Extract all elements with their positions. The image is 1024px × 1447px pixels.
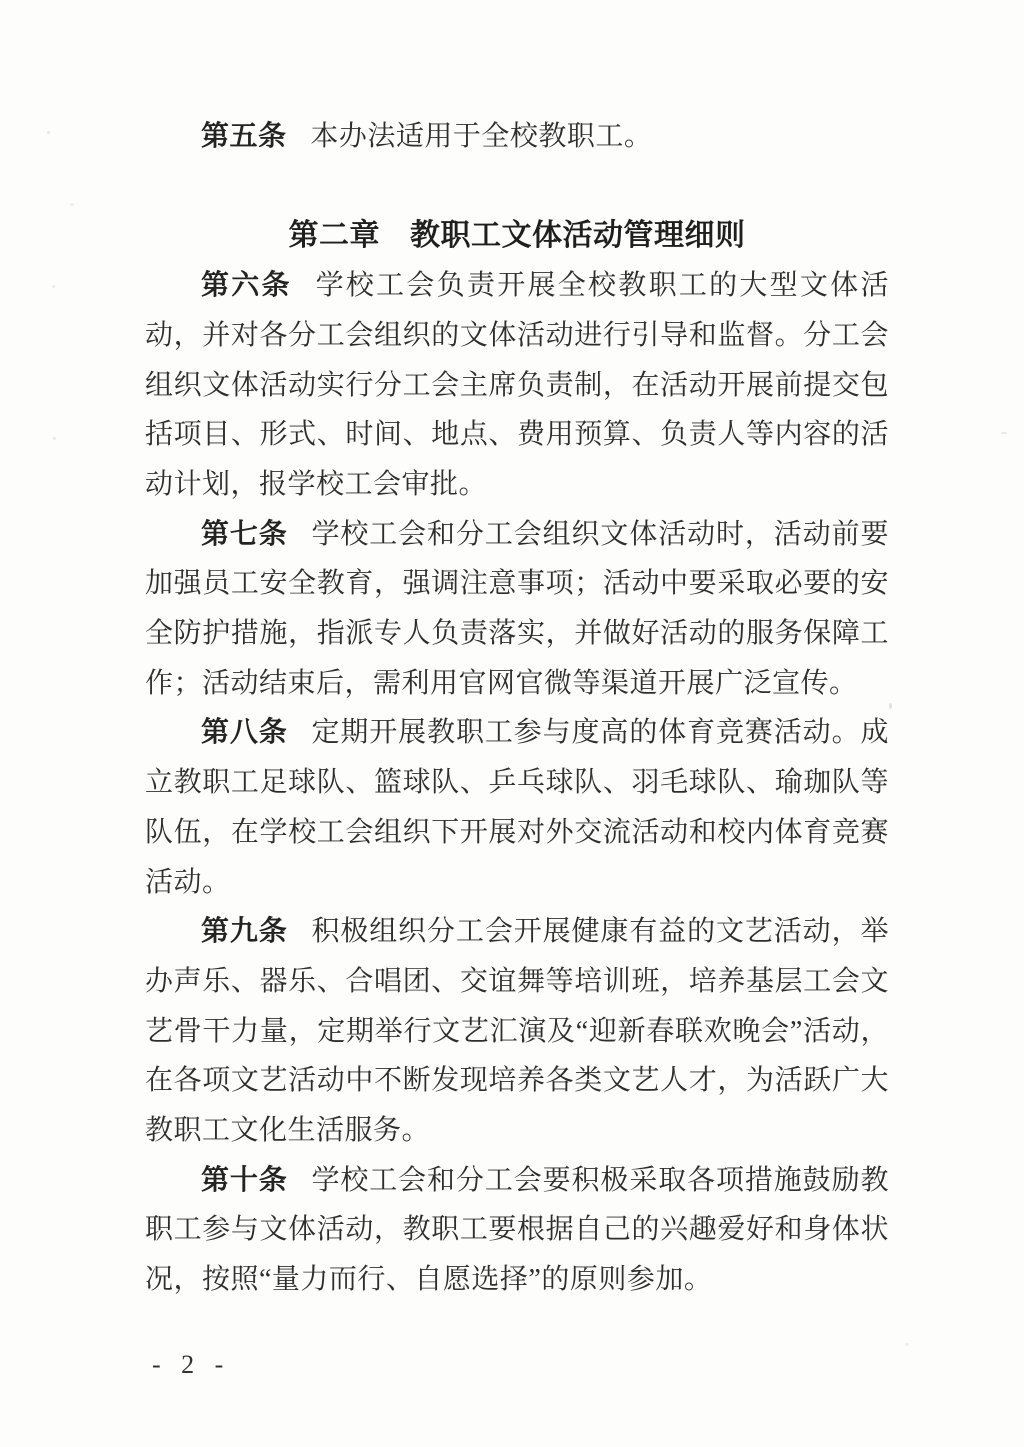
scan-speck <box>1001 432 1007 434</box>
article-8 <box>145 708 889 907</box>
scan-speck <box>889 703 892 709</box>
chapter-2-label: 第二章 <box>288 219 380 253</box>
article-10-label: 第十条 <box>201 1164 288 1196</box>
scan-speck <box>53 437 56 440</box>
article-9 <box>145 907 889 1156</box>
scan-speck <box>70 203 74 206</box>
article-7 <box>145 510 889 709</box>
article-8-label: 第八条 <box>201 717 288 749</box>
article-6 <box>145 261 889 510</box>
chapter-2-heading <box>145 211 889 261</box>
chapter-2-title: 教职工文体活动管理细则 <box>410 219 746 253</box>
article-9-text: 积极组织分工会开展健康有益的文艺活动，举办声乐、器乐、合唱团、交谊舞等培训班，培养基层工会文艺骨干力量，定期举行文艺汇演及“迎新春联欢晚会”活动，在各项文艺活动中不断发现培养各类文艺人才，为活跃广大教职工文化生活服务。 <box>145 916 889 1147</box>
page-number: - 2 - <box>152 1350 231 1379</box>
article-6-label: 第六条 <box>201 270 292 302</box>
scan-speck <box>905 1343 909 1346</box>
document-text-block <box>145 112 889 1305</box>
scan-speck <box>52 285 55 288</box>
article-10-text: 学校工会和分工会要积极采取各项措施鼓励教职工参与文体活动，教职工要根据自己的兴趣爱好和身体状况，按照“量力而行、自愿选择”的原则参加。 <box>145 1164 889 1296</box>
article-5 <box>145 112 889 162</box>
article-9-label: 第九条 <box>201 916 288 948</box>
article-7-text: 学校工会和分工会组织文体活动时，活动前要加强员工安全教育，强调注意事项；活动中要采取必要的安全防护措施，指派专人负责落实，并做好活动的服务保障工作；活动结束后，需利用官网官微等渠道开展广泛宣传。 <box>145 518 889 699</box>
article-5-label: 第五条 <box>201 121 287 152</box>
article-6-text: 学校工会负责开展全校教职工的大型文体活动，并对各分工会组织的文体活动进行引导和监督。分工会组织文体活动实行分工会主席负责制，在活动开展前提交包括项目、形式、时间、地点、费用预算、负责人等内容的活动计划，报学校工会审批。 <box>145 270 889 500</box>
article-8-text: 定期开展教职工参与度高的体育竞赛活动。成立教职工足球队、篮球队、乒乓球队、羽毛球队、瑜珈队等队伍，在学校工会组织下开展对外交流活动和校内体育竞赛活动。 <box>145 717 889 898</box>
scan-speck <box>47 131 50 134</box>
article-5-text: 本办法适用于全校教职工。 <box>310 121 653 152</box>
article-7-label: 第七条 <box>201 518 288 550</box>
article-10 <box>145 1156 889 1305</box>
